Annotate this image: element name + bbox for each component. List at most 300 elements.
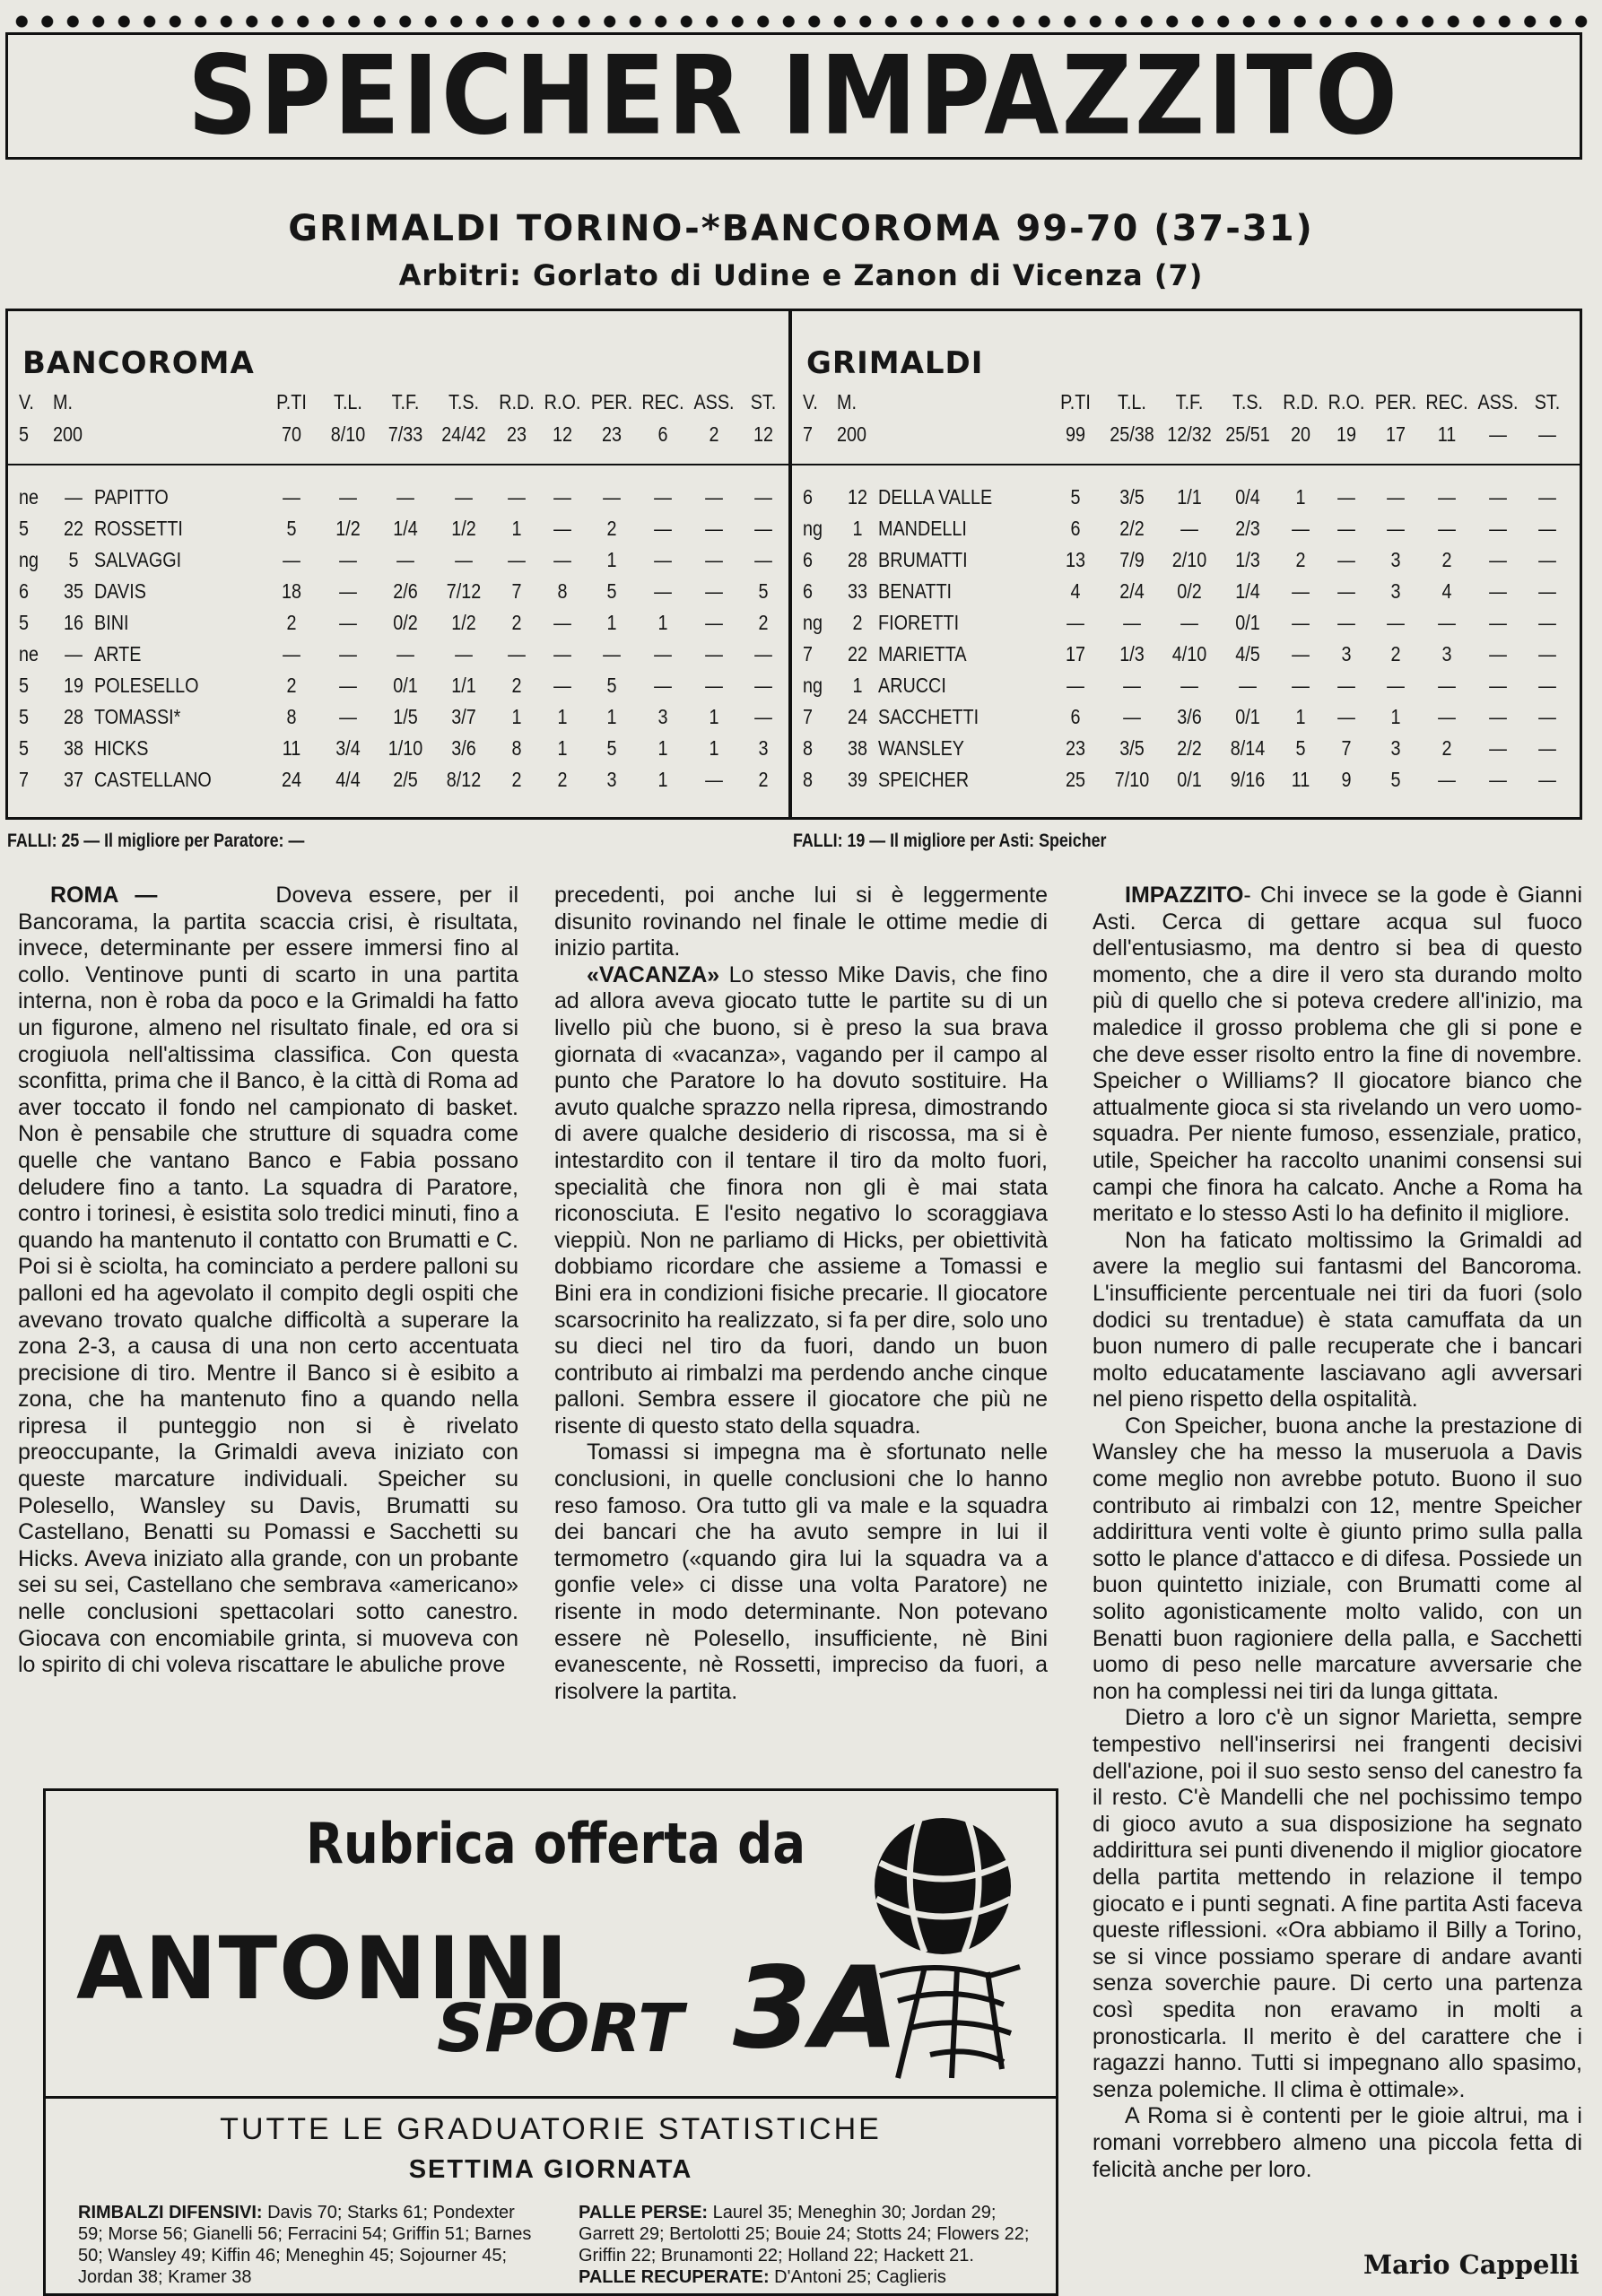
stat-cell: — [1337, 579, 1355, 603]
total-cell: 23 [506, 422, 527, 446]
column-header: R.D. [499, 390, 535, 413]
stat-cell: — [705, 768, 723, 791]
player-name: SALVAGGI [94, 548, 182, 571]
stat-cell: 25 [1065, 768, 1086, 791]
column-header: M. [53, 390, 73, 413]
stat-cell: — [1489, 579, 1507, 603]
stat-cell: 3 [1390, 548, 1401, 571]
stat-cell: — [654, 674, 672, 697]
stat-cell: — [553, 517, 571, 540]
stat-cell: 1/1 [451, 674, 476, 697]
player-number: 5 [68, 548, 79, 571]
stat-cell: — [396, 642, 414, 665]
column-header-row [792, 387, 1580, 417]
stat-cell: 2 [557, 768, 568, 791]
player-rating: 8 [803, 768, 814, 791]
stat-cell: 0/2 [1177, 579, 1202, 603]
stat-cell: — [1292, 611, 1310, 634]
stat-cell: 5 [1070, 485, 1081, 509]
total-cell: 11 [1437, 422, 1457, 446]
stat-cell: 3 [758, 736, 769, 760]
headline: SPEICHER IMPAZZITO [187, 33, 1400, 159]
stat-cell: 5 [758, 579, 769, 603]
article-paragraph: Lo stesso Mike Davis, che fino ad allora aveva giocato tutte le partite su di un livello più che buono, si è preso la sua brava giornata di «vacanza», vagando per il campo al punto che Paratore lo ha dovuto sostituire. Ha avuto qualche sprazzo nella ripresa, dimostrando di avere qualche desiderio di riscossa, ma si è intestardito con il tentare il tiro da molto fuori, specialità che finora non gli è mai stata riconosciuta. E l'esito negativo lo scoraggiava vieppiù. Non ne parliamo di Hicks, per obiettività dobbiamo ricordare che assieme a Tomassi e Bini era in condizioni fisiche precarie. Il giocatore scarsocrinito ha realizzato, si fa per dire, solo uno su dieci nel tiro da fuori, dando un buon contributo ai rimbalzi ma perdendo anche cinque palloni. Sembra essere il giocatore che più ne risente di questo stato della squadra. [554, 961, 1048, 1439]
column-header: PER. [590, 390, 633, 413]
stat-cell: 1 [657, 768, 668, 791]
total-cell: 20 [1290, 422, 1311, 446]
stat-cell: 17 [1065, 642, 1086, 665]
total-cell: 12 [753, 422, 774, 446]
column-header: T.F. [1175, 390, 1204, 413]
stat-cell: — [339, 674, 357, 697]
stat-cell: 0/1 [1235, 705, 1260, 728]
stat-cell: — [508, 485, 526, 509]
player-number: 37 [63, 768, 84, 791]
stat-cell: 5 [286, 517, 297, 540]
top-dotted-border [9, 11, 1593, 32]
stat-cell: — [1538, 705, 1556, 728]
player-number: 1 [852, 517, 863, 540]
stat-cell: — [1387, 517, 1405, 540]
stat-cell: — [754, 517, 772, 540]
total-cell: 25/51 [1225, 422, 1270, 446]
player-rating: 5 [19, 736, 30, 760]
stat-cell: — [1292, 674, 1310, 697]
total-cell: — [1489, 422, 1507, 446]
table-row [792, 670, 1580, 700]
match-result: GRIMALDI TORINO-*BANCOROMA 99-70 (37-31) [288, 208, 1314, 249]
stat-cell: — [705, 579, 723, 603]
stat-cell: 1/10 [387, 736, 423, 760]
player-number: 22 [847, 642, 868, 665]
stat-cell: — [1489, 674, 1507, 697]
stat-cell: — [455, 485, 473, 509]
stat-cell: 2 [286, 611, 297, 634]
stat-cell: 1/4 [1235, 579, 1260, 603]
player-number: 24 [847, 705, 868, 728]
player-rating: ne [19, 642, 39, 665]
table-row [8, 701, 788, 732]
stat-cell: 2/2 [1177, 736, 1202, 760]
dateline: ROMA — [50, 883, 158, 908]
stat-cell: — [654, 485, 672, 509]
article-paragraph: Doveva essere, per il Bancorama, la partita scaccia crisi, è risultata, invece, determinante per essere immersi fino al collo. Ventinove punti di scarto in una partita interna, non è roba da poco e la Grimaldi ha fatto un figurone, almeno nel risultato finale, ed ora si crogiuola nell'altissima classifica. Con questa sconfitta, prima che il Banco, è la città di Roma ad aver toccato il fondo nel campionato di basket. Non è pensabile che strutture di squadra come quelle che vantano Banco e Fabia possano deludere fino a tanto. La squadra di Paratore, contro i torinesi, è esistita solo tredici minuti, fino a quando ha mantenuto il contatto con Brumatti e C. Poi si è sciolta, ha cominciato a perdere palloni su palloni ed ha agevolato il compito degli ospiti che avevano trovato qualche difficoltà a superare la zona 2-3, a causa di una non certo accentuata precisione di tiro. Mentre il Banco si è esibito a zona, che ha mantenuto fino a quando nella ripresa il punteggio non si è rivelato preoccupante, la Grimaldi aveva iniziato con queste marcature individuali. Speicher su Polesello, Wansley su Davis, Brumatti su Castellano, Benatti su Pomassi e Sacchetti su Hicks. Aveva iniziato alla grande, con un probante sei su sei, Castellano che sembrava «americano» nelle conclusioni spettacolari sotto canestro. Giocava con encomiabile grinta, si muoveva con lo spirito di chi voleva riscattare le abuliche prove [18, 883, 518, 1678]
column-header: V. [19, 390, 34, 413]
stat-cell: — [1067, 674, 1084, 697]
stat-cell: — [283, 485, 300, 509]
stat-cell: — [1489, 548, 1507, 571]
stat-cell: 2 [1295, 548, 1306, 571]
stat-cell: — [1489, 611, 1507, 634]
stat-cell: — [705, 674, 723, 697]
stat-cell: — [283, 548, 300, 571]
brand-3a: 3A [733, 1942, 900, 2074]
stat-cell: 4/4 [335, 768, 361, 791]
total-cell: 8/10 [330, 422, 366, 446]
player-rating: 6 [19, 579, 30, 603]
stat-cell: — [1337, 705, 1355, 728]
stat-cell: — [339, 642, 357, 665]
player-number: 28 [847, 548, 868, 571]
player-name: BINI [94, 611, 129, 634]
stat-cell: 1 [1295, 485, 1306, 509]
total-cell: 2 [709, 422, 719, 446]
table-row [792, 482, 1580, 512]
stats-turnovers [579, 2202, 1045, 2288]
stat-cell: 2 [758, 611, 769, 634]
stat-cell: 1 [657, 736, 668, 760]
stat-cell: 7 [1341, 736, 1352, 760]
stat-cell: 3/4 [335, 736, 361, 760]
stat-cell: 1/3 [1235, 548, 1260, 571]
stat-cell: 2 [1441, 736, 1452, 760]
stat-cell: — [1123, 674, 1141, 697]
stat-cell: — [754, 548, 772, 571]
stat-cell: 3 [1341, 642, 1352, 665]
stat-cell: — [654, 517, 672, 540]
player-rating: ng [803, 611, 823, 634]
stat-cell: 7/10 [1114, 768, 1150, 791]
stat-cell: — [553, 485, 571, 509]
table-row [792, 513, 1580, 544]
stat-cell: — [1337, 674, 1355, 697]
brand-sport: SPORT [437, 1990, 683, 2067]
column-header: P.TI [276, 390, 307, 413]
stat-cell: 2 [511, 674, 522, 697]
total-cell: 24/42 [441, 422, 486, 446]
stat-cell: 2 [1390, 642, 1401, 665]
stat-cell: — [396, 485, 414, 509]
stat-cell: 5 [1390, 768, 1401, 791]
stat-cell: 2/2 [1119, 517, 1145, 540]
stat-cell: — [1438, 517, 1456, 540]
stat-cell: 24 [281, 768, 302, 791]
stat-cell: 13 [1065, 548, 1086, 571]
stat-cell: — [1180, 517, 1198, 540]
fouls-bancoroma: FALLI: 25 — Il migliore per Paratore: — [7, 831, 305, 851]
stat-cell: — [1123, 705, 1141, 728]
stat-cell: — [1489, 736, 1507, 760]
stat-cell: 2 [511, 768, 522, 791]
stat-cell: — [1489, 485, 1507, 509]
stat-cell: 1/3 [1119, 642, 1145, 665]
stat-cell: — [1538, 674, 1556, 697]
article-paragraph: precedenti, poi anche lui si è leggermente disunito rovinando nel finale le ottime medie di inizio partita. [554, 883, 1048, 961]
player-name: DAVIS [94, 579, 146, 603]
byline: Mario Cappelli [1363, 2249, 1580, 2280]
player-name: PAPITTO [94, 485, 169, 509]
stat-cell: 3/5 [1119, 736, 1145, 760]
stat-cell: 3/5 [1119, 485, 1145, 509]
stat-cell: 4 [1441, 579, 1452, 603]
stat-cell: 7 [511, 579, 522, 603]
stat-cell: 2 [606, 517, 617, 540]
article-paragraph: Non ha faticato moltissimo la Grimaldi ad avere la meglio sui fantasmi del Bancoroma. L'insufficiente percentuale nei tiri da fuori (solo dodici su trentadue) è stata camuffata da un buon numero di palle recuperate che i bancari molto educatamente lasciavano agli avversari nel pieno rispetto della ospitalità. [1093, 1227, 1582, 1413]
divider [8, 464, 788, 465]
article-paragraph: A Roma si è contenti per le gioie altrui, ma i romani vorrebbero almeno una piccola fetta di felicità anche per loro. [1093, 2103, 1582, 2182]
stat-cell: — [1489, 768, 1507, 791]
stat-cell: 1 [657, 611, 668, 634]
stat-cell: 1/5 [393, 705, 418, 728]
stat-cell: — [1123, 611, 1141, 634]
table-row [8, 482, 788, 512]
stat-cell: — [339, 485, 357, 509]
team-name: BANCOROMA [22, 345, 255, 381]
stat-cell: 8 [286, 705, 297, 728]
player-number: 38 [847, 736, 868, 760]
stats-text: D'Antoni 25; Caglieris [774, 2267, 946, 2287]
article-column-2 [554, 883, 1048, 1705]
column-header: T.L. [1118, 390, 1146, 413]
player-rating: 7 [803, 642, 814, 665]
table-row [8, 513, 788, 544]
stat-cell: 2/5 [393, 768, 418, 791]
player-rating: 5 [19, 674, 30, 697]
stats-table-bancoroma [5, 309, 791, 820]
stats-table-grimaldi [789, 309, 1582, 820]
stat-cell: 4/5 [1235, 642, 1260, 665]
sponsor-banner [46, 1791, 1056, 2099]
total-cell: 12/32 [1167, 422, 1212, 446]
stat-cell: — [1387, 485, 1405, 509]
stat-cell: — [754, 642, 772, 665]
stat-cell: 5 [1295, 736, 1306, 760]
stat-cell: 1 [511, 705, 522, 728]
player-name: DELLA VALLE [878, 485, 993, 509]
stat-cell: 1/2 [451, 517, 476, 540]
table-row [8, 670, 788, 700]
stat-cell: 9 [1341, 768, 1352, 791]
player-name: MANDELLI [878, 517, 967, 540]
stat-cell: 3/6 [451, 736, 476, 760]
player-name: HICKS [94, 736, 149, 760]
brand-name: ANTONINI [76, 1918, 570, 2019]
article-paragraph: Con Speicher, buona anche la prestazione di Wansley che ha messo la museruola a Davis come meglio non avrebbe potuto. Buono il suo contributo ai rimbalzi con 12, mentre Speicher addirittura venti volte è giunto primo sulla palla sotto le plance d'attacco e di difesa. Possiede un buon quintetto iniziale, con Brumatti come al solito agonisticamente molto valido, con un Benatti buon ragioniere della palla, e Sacchetti uomo di peso nelle marcature avversarie che non ha complessi nei tiri da lunga gittata. [1093, 1413, 1582, 1704]
stat-cell: — [754, 485, 772, 509]
stat-cell: 0/1 [1177, 768, 1202, 791]
table-row [8, 607, 788, 638]
column-header: T.S. [1232, 390, 1264, 413]
stat-cell: — [396, 548, 414, 571]
column-header-row [8, 387, 788, 417]
stat-cell: 1 [709, 705, 719, 728]
column-header: R.O. [544, 390, 581, 413]
stat-cell: 1 [557, 705, 568, 728]
stat-cell: — [1292, 517, 1310, 540]
stats-label: PALLE RECUPERATE: [579, 2267, 770, 2287]
stats-label: PALLE PERSE: [579, 2203, 709, 2222]
stat-cell: — [283, 642, 300, 665]
team-totals-row [8, 419, 788, 449]
stat-cell: 1/2 [451, 611, 476, 634]
stat-cell: 0/1 [1235, 611, 1260, 634]
column-header: T.F. [391, 390, 420, 413]
sponsor-subtitle: TUTTE LE GRADUATORIE STATISTICHE [220, 2112, 882, 2146]
stat-cell: — [1292, 579, 1310, 603]
stat-cell: 1 [1390, 705, 1401, 728]
table-row [8, 764, 788, 795]
stat-cell: 6 [1070, 517, 1081, 540]
table-row [792, 764, 1580, 795]
stat-cell: 8 [557, 579, 568, 603]
stat-cell: 23 [1065, 736, 1086, 760]
stat-cell: 4 [1070, 579, 1081, 603]
stat-cell: — [1337, 485, 1355, 509]
player-rating: 6 [803, 548, 814, 571]
player-rating: 7 [19, 768, 30, 791]
stat-cell: 7/9 [1119, 548, 1145, 571]
table-row [792, 701, 1580, 732]
sponsor-heading: Rubrica offerta da [306, 1811, 806, 1876]
stat-cell: 1 [709, 736, 719, 760]
stat-cell: 0/1 [393, 674, 418, 697]
table-row [8, 733, 788, 763]
stat-cell: 1/2 [335, 517, 361, 540]
stat-cell: — [339, 579, 357, 603]
stat-cell: 4/10 [1171, 642, 1207, 665]
player-name: CASTELLANO [94, 768, 212, 791]
stat-cell: — [705, 485, 723, 509]
table-row [792, 639, 1580, 669]
total-cell: 19 [1336, 422, 1357, 446]
divider [792, 464, 1580, 465]
player-name: ARTE [94, 642, 142, 665]
stat-cell: 5 [606, 674, 617, 697]
player-rating: ng [803, 674, 823, 697]
stat-cell: 6 [1070, 705, 1081, 728]
stat-cell: 1/4 [393, 517, 418, 540]
stats-label: RIMBALZI DIFENSIVI: [78, 2203, 263, 2222]
sponsor-week: SETTIMA GIORNATA [408, 2155, 693, 2184]
total-cell: 23 [601, 422, 623, 446]
stat-cell: — [1538, 579, 1556, 603]
table-row [8, 544, 788, 575]
stat-cell: — [339, 611, 357, 634]
stat-cell: 3 [606, 768, 617, 791]
stat-cell: 8/14 [1230, 736, 1266, 760]
stats-text: Laurel 35; Meneghin 30; Jordan 29; Garrett 29; Bertolotti 25; Bouie 24; Stotts 24; Flowers 22; Griffin 22; Brunamonti 22; Holland 22; Hackett 21. [579, 2203, 1030, 2266]
column-header: REC. [1425, 390, 1468, 413]
stat-cell: 11 [1291, 768, 1310, 791]
stat-cell: — [1438, 674, 1456, 697]
total-cell: 17 [1385, 422, 1406, 446]
stat-cell: — [508, 548, 526, 571]
stat-cell: — [553, 642, 571, 665]
article-column-3 [1093, 883, 1582, 2183]
player-name: SACCHETTI [878, 705, 979, 728]
stat-cell: — [1292, 642, 1310, 665]
column-header: P.TI [1060, 390, 1091, 413]
stat-cell: 2/4 [1119, 579, 1145, 603]
player-rating: ng [803, 517, 823, 540]
stat-cell: 8/12 [446, 768, 482, 791]
table-row [792, 733, 1580, 763]
stat-cell: — [1239, 674, 1257, 697]
player-number: 2 [852, 611, 863, 634]
stat-cell: 18 [281, 579, 302, 603]
stats-rebounds [78, 2202, 544, 2288]
stat-cell: — [603, 642, 621, 665]
stat-cell: — [654, 642, 672, 665]
stat-cell: 2 [758, 768, 769, 791]
stat-cell: — [654, 579, 672, 603]
stat-cell: 2 [286, 674, 297, 697]
player-number: — [65, 642, 83, 665]
team-totals-row [792, 419, 1580, 449]
player-name: BENATTI [878, 579, 953, 603]
player-number: 28 [63, 705, 84, 728]
stat-cell: — [553, 611, 571, 634]
stat-cell: 5 [606, 736, 617, 760]
team-name: GRIMALDI [806, 345, 984, 381]
player-number: 1 [852, 674, 863, 697]
article-paragraph: - Chi invece se la gode è Gianni Asti. Cerca di gettare acqua sul fuoco dell'entusiasmo, ma dentro si bea di questo momento, che a dire il vero sta durando molto più di quello che si poteva credere all'inizio, ma maledice il grosso problema che gli si pone e che deve esser risolto entro la fine di novembre. Speicher o Williams? Il giocatore bianco che attualmente gioca si sta rivelando un vero uomo-squadra. Per niente fumoso, essenziale, pratico, utile, Speicher ha raccolto unanimi consensi sui campi che finora ha calcato. Anche a Roma ha meritato e lo stesso Asti lo ha definito il migliore. [1093, 883, 1582, 1227]
stat-cell: 3 [1390, 579, 1401, 603]
stat-cell: — [553, 674, 571, 697]
stat-cell: 7/12 [446, 579, 482, 603]
stat-cell: — [1538, 611, 1556, 634]
stat-cell: — [1337, 611, 1355, 634]
stat-cell: — [339, 705, 357, 728]
stat-cell: 2/10 [1171, 548, 1207, 571]
player-name: ROSSETTI [94, 517, 183, 540]
stat-cell: — [1489, 642, 1507, 665]
player-number: 33 [847, 579, 868, 603]
stat-cell: — [1438, 485, 1456, 509]
player-rating: 5 [19, 517, 30, 540]
player-name: POLESELLO [94, 674, 199, 697]
player-rating: ng [19, 548, 39, 571]
total-cell: 12 [552, 422, 573, 446]
player-rating: 5 [19, 611, 30, 634]
stat-cell: — [705, 642, 723, 665]
subheading-impazzito: IMPAZZITO [1125, 883, 1244, 908]
total-cell: — [1538, 422, 1556, 446]
stat-cell: 0/2 [393, 611, 418, 634]
sponsor-box [43, 1788, 1058, 2296]
stat-cell: — [1438, 705, 1456, 728]
stat-cell: 1 [606, 548, 617, 571]
total-cell: 6 [657, 422, 668, 446]
player-number: 39 [847, 768, 868, 791]
total-cell: 7/33 [387, 422, 423, 446]
table-row [8, 639, 788, 669]
column-header: R.O. [1328, 390, 1365, 413]
stat-cell: 1 [606, 611, 617, 634]
total-cell: 200 [53, 422, 83, 446]
subheading-vacanza: «VACANZA» [587, 961, 720, 987]
stat-cell: 2/6 [393, 579, 418, 603]
total-cell: 5 [19, 422, 30, 446]
stat-cell: 3/6 [1177, 705, 1202, 728]
article-column-1 [18, 883, 518, 1679]
total-cell: 99 [1065, 422, 1086, 446]
table-row [792, 544, 1580, 575]
stat-cell: — [705, 517, 723, 540]
player-number: 19 [63, 674, 84, 697]
column-header: ST. [750, 390, 777, 413]
total-cell: 200 [837, 422, 867, 446]
stat-cell: — [1538, 642, 1556, 665]
table-row [8, 576, 788, 606]
article-paragraph: Tomassi si impegna ma è sfortunato nelle conclusioni, in quelle conclusioni che lo hanno reso famoso. Ora tutto gli va male e la squadra dei bancari che ha avuto sempre in lui il termometro («quando gira lui la squadra va a gonfie vele» ci disse una volta Paratore) ne risente in modo determinante. Non potevano essere nè Polesello, insufficiente, nè Bini evanescente, nè Rossetti, impreciso da fuori, a risolvere la partita. [554, 1439, 1048, 1704]
stat-cell: — [1180, 674, 1198, 697]
stat-cell: 11 [282, 736, 301, 760]
stat-cell: — [455, 642, 473, 665]
stat-cell: 1 [557, 736, 568, 760]
stat-cell: — [1538, 548, 1556, 571]
column-header: T.L. [334, 390, 362, 413]
